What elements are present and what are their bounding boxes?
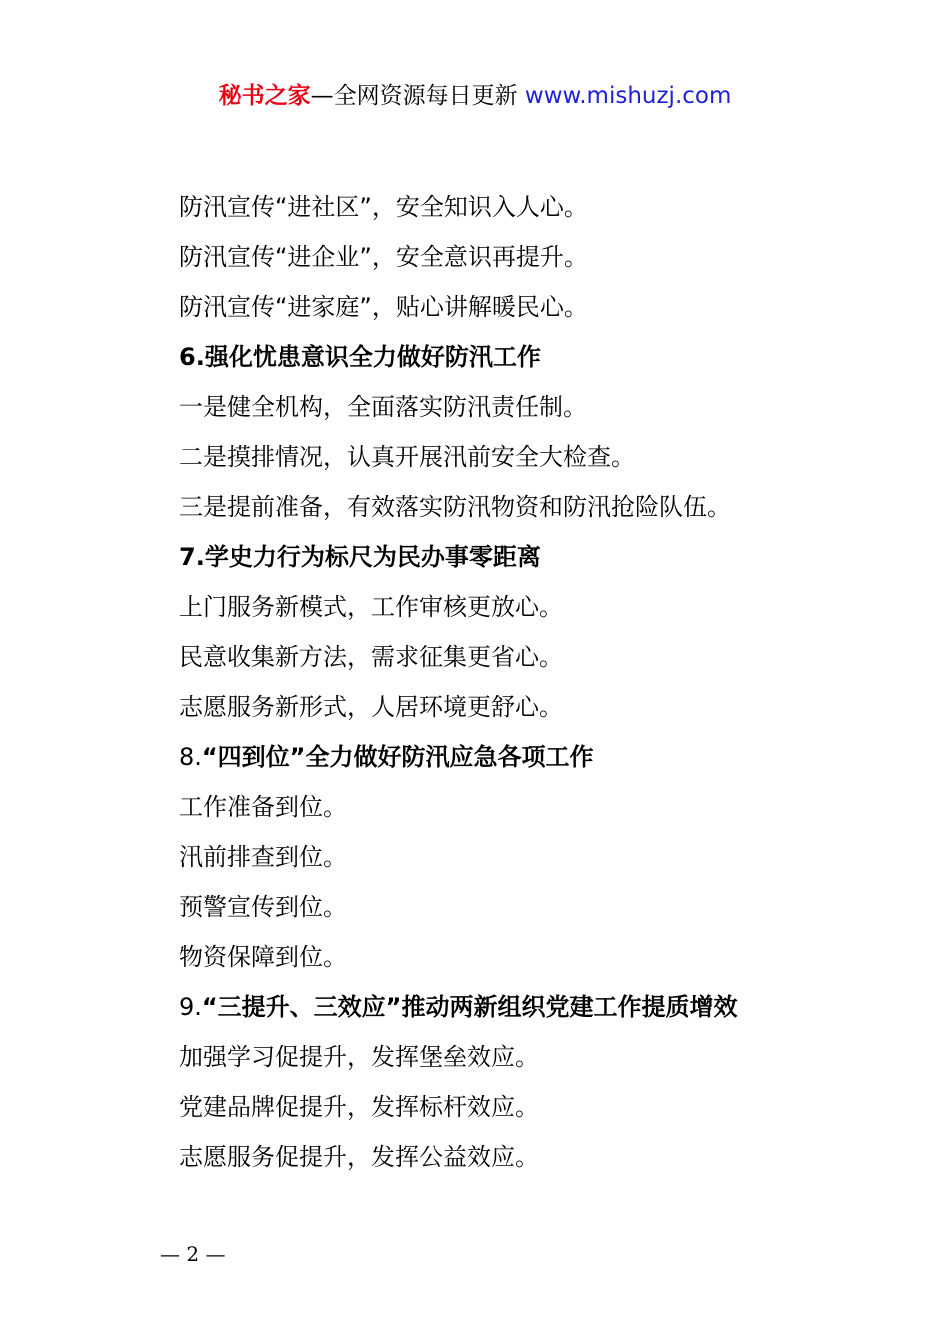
body-line: 防汛宣传“进家庭”，贴心讲解暖民心。: [179, 293, 588, 321]
body-line: 加强学习促提升，发挥堡垒效应。: [179, 1043, 539, 1071]
section-number: 9.: [179, 993, 202, 1021]
section-heading-text: “三提升、三效应”推动两新组织党建工作提质增效: [201, 993, 738, 1021]
section-heading-7: 7.学史力行为标尺为民办事零距离: [179, 543, 541, 571]
body-line: 三是提前准备，有效落实防汛物资和防汛抢险队伍。: [179, 493, 731, 521]
body-line: 汛前排查到位。: [179, 843, 347, 871]
body-line: 志愿服务促提升，发挥公益效应。: [179, 1143, 539, 1171]
section-heading-text: “四到位”全力做好防汛应急各项工作: [201, 743, 594, 771]
body-line: 党建品牌促提升，发挥标杆效应。: [179, 1093, 539, 1121]
document-body: [179, 182, 879, 1182]
body-line: 民意收集新方法，需求征集更省心。: [179, 643, 563, 671]
header-tagline: —全网资源每日更新: [310, 83, 518, 109]
body-line: 预警宣传到位。: [179, 893, 347, 921]
body-line: 志愿服务新形式，人居环境更舒心。: [179, 693, 563, 721]
body-line: 防汛宣传“进社区”，安全知识入人心。: [179, 193, 588, 221]
website-url[interactable]: www.mishuzj.com: [524, 83, 732, 109]
section-number: 8.: [179, 743, 202, 771]
page-number: — 2 —: [160, 1242, 226, 1266]
body-line: 一是健全机构，全面落实防汛责任制。: [179, 393, 587, 421]
body-line: 上门服务新模式，工作审核更放心。: [179, 593, 563, 621]
body-line: 二是摸排情况，认真开展汛前安全大检查。: [179, 443, 635, 471]
body-line: 工作准备到位。: [179, 793, 347, 821]
brand-name: 秘书之家: [218, 83, 311, 109]
section-heading-8: [179, 732, 879, 782]
section-heading-9: [179, 982, 879, 1032]
page-header: [0, 80, 950, 112]
section-heading-6: 6.强化忧患意识全力做好防汛工作: [179, 343, 541, 371]
body-line: 防汛宣传“进企业”，安全意识再提升。: [179, 243, 588, 271]
body-line: 物资保障到位。: [179, 943, 347, 971]
